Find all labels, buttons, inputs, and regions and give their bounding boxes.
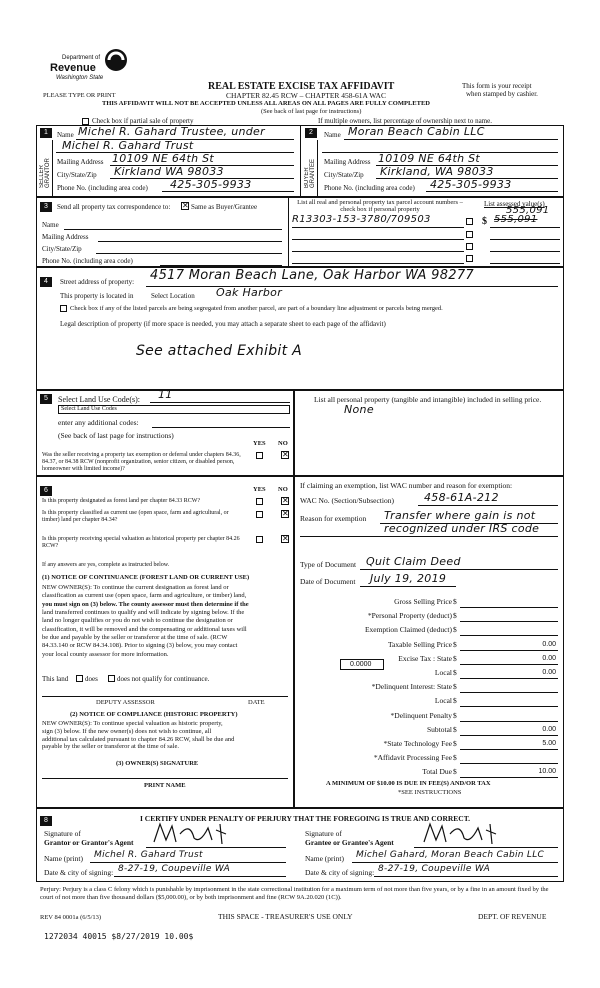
tax-row-line	[460, 621, 558, 622]
s6-yes: YES	[253, 486, 266, 493]
tax-row-line	[460, 650, 558, 651]
buyer-mailing-value[interactable]: 10109 NE 64th St	[378, 152, 481, 165]
form-rev: REV 84 0001a (6/5/13)	[40, 914, 102, 921]
any-yes-note: If any answers are yes, complete as instructed below.	[42, 562, 170, 568]
seller-mailing-label: Mailing Address	[57, 158, 104, 166]
doc-type-value[interactable]: Quit Claim Deed	[366, 555, 461, 568]
tax-row-dollar: $	[453, 611, 457, 620]
tax-row-line	[460, 607, 558, 608]
notice1-title: (1) NOTICE OF CONTINUANCE (FOREST LAND OR CURRENT USE)	[42, 574, 250, 581]
seller-name-value2[interactable]: Michel R. Gahard Trust	[62, 139, 194, 152]
local-rate-value: 0.0000	[350, 661, 372, 668]
section-6-badge: 6	[40, 486, 52, 496]
section-4-badge: 4	[40, 277, 52, 287]
certify-text: I CERTIFY UNDER PENALTY OF PERJURY THAT THE FOREGOING IS TRUE AND CORRECT.	[140, 814, 471, 823]
legal-value[interactable]: See attached Exhibit A	[136, 343, 303, 359]
treasurer-note: THIS SPACE - TREASURER'S USE ONLY	[218, 912, 353, 921]
seller-phone-value[interactable]: 425-305-9933	[170, 178, 252, 191]
historic-question: Is this property receiving special valuation as historical property per chapter 84.26 RCW?	[42, 536, 240, 549]
parcel-header: List all real and personal property tax parcel account numbers – check box if personal property	[297, 199, 463, 214]
notice2-line: NEW OWNER(S): To continue special valuation as historic property,	[42, 720, 223, 727]
tax-row-value[interactable]: 5.00	[542, 740, 556, 747]
section-3-badge: 3	[40, 202, 52, 212]
buyer-name-value[interactable]: Moran Beach Cabin LLC	[348, 125, 485, 138]
tax-row-line	[460, 664, 558, 665]
tax-row-dollar: $	[453, 753, 457, 762]
grantor-signature-icon	[150, 820, 240, 846]
personal-property-value[interactable]: None	[344, 403, 374, 416]
grantor-sig-label1: Signature of	[44, 829, 81, 838]
grantee-date-label: Date & city of signing:	[305, 868, 375, 877]
tax-row-line	[460, 749, 558, 750]
street-value[interactable]: 4517 Moran Beach Lane, Oak Harbor WA 98277	[150, 268, 474, 283]
notice2-line: sign (3) below. If the new owner(s) does not wish to continue, all	[42, 727, 212, 735]
tax-row-line	[460, 706, 558, 707]
forest-land-yes[interactable]	[256, 498, 263, 505]
additional-codes-label: enter any additional codes:	[58, 418, 139, 427]
instructions-note: (See back of last page for instructions)	[261, 108, 362, 115]
reason-value-1[interactable]: Transfer where gain is not	[384, 509, 536, 522]
located-label: This property is located in	[60, 292, 134, 300]
tax-row-value[interactable]: 10.00	[538, 768, 556, 775]
grantee-name-print[interactable]: Michel Gahard, Moran Beach Cabin LLC	[356, 850, 545, 860]
form-subtitle: CHAPTER 82.45 RCW – CHAPTER 458-61A WAC	[226, 91, 386, 100]
legal-label: Legal description of property (if more space is needed, you may attach a separate sheet to each page of the affidavit)	[60, 320, 386, 328]
tax-row-label: *Delinquent Interest: State	[371, 682, 452, 691]
notice1-line: you must sign on (3) below. The county assessor must then determine if the	[42, 600, 249, 608]
location-select[interactable]: Select Location	[151, 292, 195, 300]
grantee-signature-icon	[420, 820, 510, 846]
notice1-line: classification, it will be removed and the compensating or additional taxes will	[42, 625, 247, 633]
seller-exemption-question: Was the seller receiving a property tax exemption or deferral under chapters 84.36, 84.37, or 84.38 RCW (nonprofit organization, senior citizen, or disabled person, homeowner with limited income)?	[42, 452, 241, 472]
current-use-question: Is this property classified as current use (open space, farm and agricultural, or timber) land per chapter 84.34?	[42, 510, 229, 523]
dept-line3: Washington State	[56, 75, 104, 81]
reason-value-2[interactable]: recognized under IRS code	[384, 522, 540, 535]
tax-row-dollar: $	[453, 668, 457, 677]
land-use-see-back: (See back of last page for instructions)	[58, 431, 174, 440]
does-not-checkbox[interactable]	[108, 675, 115, 682]
grantee-sig-label1: Signature of	[305, 829, 342, 838]
assessed-dollar-sign: $	[482, 216, 487, 227]
corr-phone-label: Phone No. (including area code)	[42, 257, 133, 265]
buyer-side-label: BUYER GRANTEE	[304, 158, 316, 188]
this-land-label: This land	[42, 675, 69, 683]
segregated-label: Check box if any of the listed parcels are being segregated from another parcel, are part of a boundary line adjustment or parcels being merged.	[70, 305, 443, 312]
personal-property-label: List all personal property (tangible and intangible) included in selling price.	[314, 395, 542, 404]
doc-date-label: Date of Document	[300, 577, 356, 586]
buyer-mailing-label: Mailing Address	[324, 158, 371, 166]
forest-land-question: Is this property designated as forest land per chapter 84.33 RCW?	[42, 498, 201, 504]
notice2-body	[42, 720, 292, 751]
s5-yes: YES	[253, 440, 266, 447]
send-tax-label: Send all property tax correspondence to:	[57, 203, 171, 211]
parcel-personal-checkbox-1[interactable]	[466, 218, 473, 225]
same-as-buyer-checkbox[interactable]: ✕	[182, 201, 189, 210]
parcel-personal-checkbox-2[interactable]	[466, 231, 473, 238]
buyer-city-value[interactable]: Kirkland, WA 98033	[380, 165, 494, 178]
seller-side-label: SELLER GRANTOR	[39, 158, 51, 188]
tax-row-dollar: $	[453, 725, 457, 734]
tax-row-dollar: $	[453, 625, 457, 634]
tax-row-line	[460, 763, 558, 764]
s5-no: NO	[278, 440, 288, 447]
buyer-city-label: City/State/Zip	[324, 171, 364, 179]
section-5-badge: 5	[40, 394, 52, 404]
deputy-date-label: DATE	[248, 699, 265, 706]
tax-row-line	[460, 692, 558, 693]
corr-name-label: Name	[42, 221, 59, 229]
current-use-yes[interactable]	[256, 511, 263, 518]
tax-row-label: Gross Selling Price	[394, 597, 452, 606]
tax-row-value[interactable]: 0.00	[542, 655, 556, 662]
wac-label: WAC No. (Section/Subsection)	[300, 496, 394, 505]
partial-sale-label: Check box if partial sale of property	[92, 117, 194, 125]
notice1-body	[42, 584, 292, 659]
tax-row-line	[460, 721, 558, 722]
tax-row-label: Total Due	[422, 767, 452, 776]
land-use-value[interactable]: 11	[158, 388, 173, 401]
parcel-value[interactable]: R13303-153-3780/709503	[292, 214, 431, 225]
notice1-line: land transferred continues to qualify and will indicate by signing below. If the	[42, 608, 245, 616]
perjury-note: Perjury: Perjury is a class C felony which is punishable by imprisonment in the state correctional institution for a maximum term of not more than five years, or by a fine in an amount fixed by the court of not more than five thousand dollars ($5,000.00), or by both imprisonment and fine (RCW 9A.20.020 (1C)).	[40, 886, 549, 902]
tax-row-value[interactable]: 0.00	[542, 726, 556, 733]
buyer-phone-value[interactable]: 425-305-9933	[430, 178, 512, 191]
segregated-checkbox[interactable]	[60, 305, 67, 312]
form-title: REAL ESTATE EXCISE TAX AFFIDAVIT	[208, 81, 395, 92]
seller-exemption-no[interactable]: ✕	[282, 450, 289, 459]
street-label: Street address of property:	[60, 278, 135, 286]
location-value[interactable]: Oak Harbor	[216, 286, 283, 299]
seller-city-value[interactable]: Kirkland WA 98033	[114, 165, 224, 178]
notice2-line: additional tax calculated pursuant to chapter 84.26 RCW, shall be due and	[42, 735, 235, 743]
minimum-note: A MINIMUM OF $10.00 IS DUE IN FEE(S) AND/OR TAX	[326, 780, 491, 787]
tax-row-dollar: $	[453, 597, 457, 606]
receipt-note2: when stamped by cashier.	[466, 90, 538, 98]
does-label: does	[85, 675, 98, 683]
tax-row-line	[460, 635, 558, 636]
section-8-badge: 8	[40, 816, 52, 826]
does-not-label: does not qualify for continuance.	[117, 675, 210, 683]
tax-row-dollar: $	[453, 682, 457, 691]
grantor-date-value[interactable]: 8-27-19, Coupeville WA	[118, 864, 231, 874]
tax-row-line	[460, 735, 558, 736]
notice1-line: your local county assessor for more information.	[42, 650, 169, 658]
assessed-header: List assessed value(s)	[484, 200, 545, 208]
buyer-phone-label: Phone No. (including area code)	[324, 184, 415, 192]
buyer-name-label: Name	[324, 131, 341, 139]
receipt-note: This form is your receipt	[462, 82, 532, 90]
land-use-select-text: Select Land Use Codes	[61, 406, 117, 412]
tax-row-label: Exemption Claimed (deduct)	[364, 625, 452, 634]
notice2-title: (2) NOTICE OF COMPLIANCE (HISTORIC PROPERTY)	[70, 711, 238, 718]
does-checkbox[interactable]	[76, 675, 83, 682]
wac-value[interactable]: 458-61A-212	[424, 491, 499, 504]
grantor-date-label: Date & city of signing:	[44, 868, 114, 877]
tax-row-label: Excise Tax : State	[398, 654, 452, 663]
print-name-label: PRINT NAME	[144, 782, 186, 789]
land-use-label: Select Land Use Code(s):	[58, 395, 140, 404]
dept-footer: DEPT. OF REVENUE	[478, 912, 547, 921]
tax-row-line	[460, 678, 558, 679]
seller-name-value[interactable]: Michel R. Gahard Trustee, under	[78, 125, 265, 138]
seller-city-label: City/State/Zip	[57, 171, 97, 179]
seller-mailing-value[interactable]: 10109 NE 64th St	[112, 152, 215, 165]
tax-row-dollar: $	[453, 767, 457, 776]
grantee-sig-label2: Grantee or Grantee's Agent	[305, 838, 394, 847]
notice1-line: land no longer qualifies or you do not wish to continue the designation or	[42, 617, 233, 625]
grantee-date-value[interactable]: 8-27-19, Coupeville WA	[378, 864, 491, 874]
tax-row-label: Taxable Selling Price	[387, 640, 452, 649]
owner-signature-label: (3) OWNER(S) SIGNATURE	[116, 760, 199, 767]
grantee-signature[interactable]	[420, 820, 510, 846]
tax-row-label: *Delinquent Penalty	[390, 711, 452, 720]
tax-row-dollar: $	[453, 696, 457, 705]
historic-yes[interactable]	[256, 536, 263, 543]
assessed-value-new[interactable]: 555,091	[506, 205, 550, 216]
tax-row-dollar: $	[453, 711, 457, 720]
corr-city-label: City/State/Zip	[42, 245, 82, 253]
same-as-buyer-label: Same as Buyer/Grantee	[191, 203, 258, 211]
grantor-name-print[interactable]: Michel R. Gahard Trust	[94, 850, 203, 860]
notice1-line: classification as current use (open space, farm and agriculture, or timber) land,	[42, 592, 247, 600]
tax-row-dollar: $	[453, 640, 457, 649]
see-instructions-note: *SEE INSTRUCTIONS	[398, 789, 462, 796]
assessed-value-struck: 555,091	[494, 214, 538, 225]
deputy-assessor-label: DEPUTY ASSESSOR	[96, 699, 155, 706]
cashier-stamp: 1272034 40015 $8/27/2019 10.00$	[44, 932, 194, 941]
notice2-line: payable by the seller or transferor at the time of sale.	[42, 743, 179, 751]
seller-phone-label: Phone No. (including area code)	[57, 184, 148, 192]
notice1-line: 84.33.140 or RCW 84.34.108). Prior to signing (3) below, you may contact	[42, 642, 238, 650]
tax-row-dollar: $	[453, 739, 457, 748]
tax-row-label: Subtotal	[426, 725, 452, 734]
corr-mailing-label: Mailing Address	[42, 233, 89, 241]
reason-label: Reason for exemption	[300, 514, 367, 523]
section-2-badge: 2	[305, 128, 317, 138]
tax-row-label: *Personal Property (deduct)	[367, 611, 452, 620]
please-type: PLEASE TYPE OR PRINT	[43, 92, 116, 99]
multiple-owners-note: If multiple owners, list percentage of ownership next to name.	[318, 117, 492, 125]
tax-row-label: *State Technology Fee	[383, 739, 452, 748]
historic-no[interactable]: ✕	[282, 534, 289, 543]
exemption-claim-label: If claiming an exemption, list WAC number and reason for exemption:	[300, 481, 513, 490]
seller-name-label: Name	[57, 131, 74, 139]
grantor-name-print-label: Name (print)	[44, 854, 83, 863]
partial-sale-checkbox[interactable]	[82, 118, 89, 125]
current-use-no[interactable]: ✕	[282, 509, 289, 518]
tax-row-value[interactable]: 0.00	[542, 669, 556, 676]
forest-land-no[interactable]: ✕	[282, 496, 289, 505]
grantee-name-print-label: Name (print)	[305, 854, 344, 863]
tax-row-line	[460, 777, 558, 778]
dept-line1: Department of	[62, 55, 101, 61]
tax-row-value[interactable]: 0.00	[542, 641, 556, 648]
tax-row-label: Local	[434, 696, 452, 705]
tax-row-label: *Affidavit Processing Fee	[373, 753, 452, 762]
parcel-personal-checkbox-4[interactable]	[466, 255, 473, 262]
warning-text: THIS AFFIDAVIT WILL NOT BE ACCEPTED UNLESS ALL AREAS ON ALL PAGES ARE FULLY COMPLETED	[102, 100, 430, 107]
dept-line2: Revenue	[50, 62, 96, 74]
tax-row-label: Local	[434, 668, 452, 677]
s6-no: NO	[278, 486, 288, 493]
grantor-sig-label2: Grantor or Grantor's Agent	[44, 838, 134, 847]
grantor-signature[interactable]	[150, 820, 240, 846]
seller-exemption-yes[interactable]	[256, 452, 263, 459]
section-1-badge: 1	[40, 128, 52, 138]
notice1-line: NEW OWNER(S): To continue the current designation as forest land or	[42, 584, 229, 591]
tax-row-dollar: $	[453, 654, 457, 663]
parcel-personal-checkbox-3[interactable]	[466, 243, 473, 250]
doc-date-value[interactable]: July 19, 2019	[370, 572, 447, 585]
doc-type-label: Type of Document	[300, 560, 357, 569]
notice1-line: be due and payable by the seller or transferor at the time of sale. (RCW	[42, 633, 228, 641]
